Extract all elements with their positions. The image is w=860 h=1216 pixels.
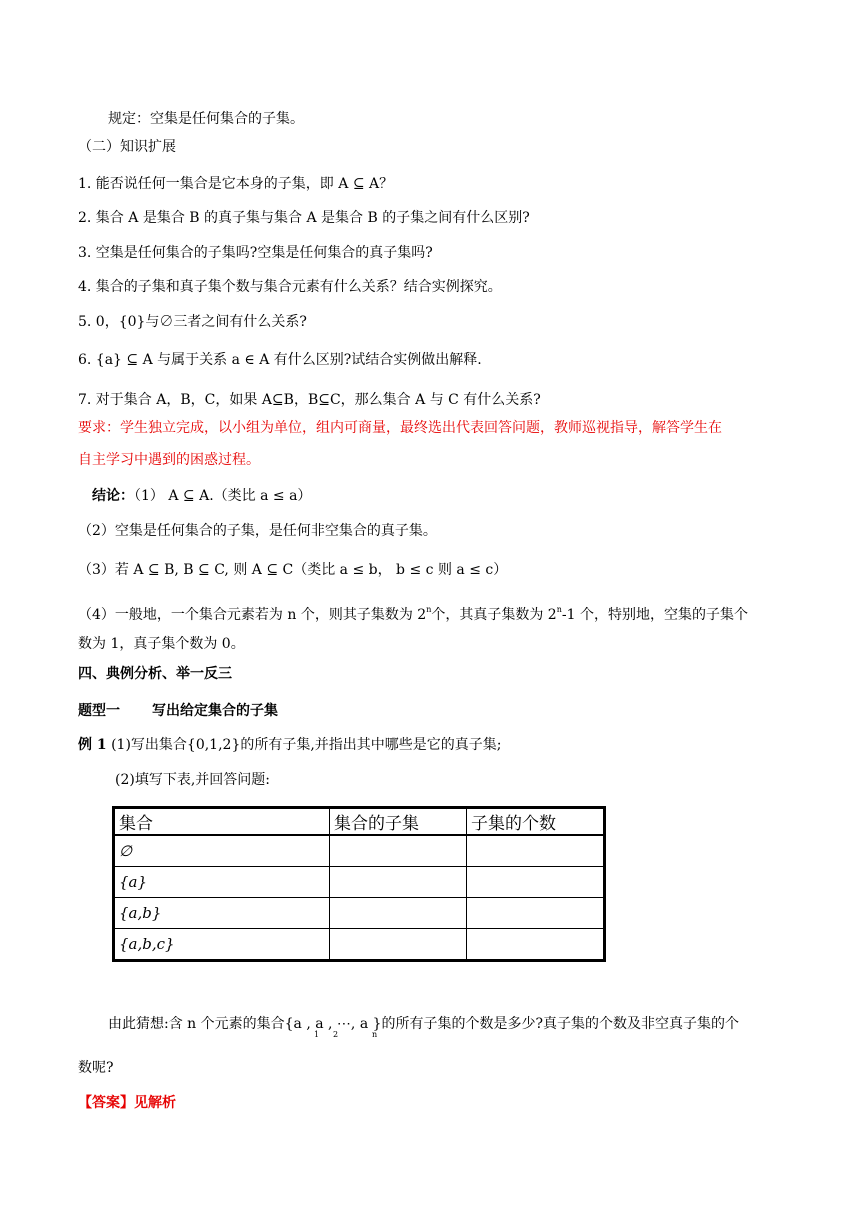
type-1-label: 题型一 <box>78 703 120 719</box>
conclusion-4-part-b: 个，其真子集数为 2 <box>431 607 557 623</box>
table-cell-count[interactable] <box>467 898 605 929</box>
guess-line-1: 由此猜想:含 n 个元素的集合{a , a , ⋯, a }的所有子集的个数是多少?真子集的个数及非空真子集的个 <box>108 1016 740 1032</box>
table-row <box>114 835 605 867</box>
subsets-table <box>112 806 606 962</box>
conclusion-label: 结论： <box>92 488 134 504</box>
table-header-cell: 子集的个数 <box>467 808 605 836</box>
answer-label: 【答案】见解析 <box>78 1095 176 1111</box>
question-6: 6. {a} ⊆ A 与属于关系 a ∈ A 有什么区别?试结合实例做出解释. <box>78 352 482 368</box>
conclusion-3: （3）若 A ⊆ B, B ⊆ C, 则 A ⊆ C（类比 a ≤ b， b ≤ c 则 a ≤ c） <box>78 562 508 578</box>
rule-line: 规定：空集是任何集合的子集。 <box>108 111 304 127</box>
superscript-n: n <box>556 605 562 614</box>
guess-subscript-2: 2 <box>333 1030 339 1039</box>
conclusion-1 <box>92 486 311 506</box>
table-cell-set: {a} <box>114 867 330 898</box>
table-header-row <box>114 808 605 836</box>
table-cell-count[interactable] <box>467 867 605 898</box>
guess-line-2: 数呢? <box>78 1060 114 1076</box>
question-2: 2. 集合 A 是集合 B 的真子集与集合 A 是集合 B 的子集之间有什么区别? <box>78 210 530 226</box>
table-cell-count[interactable] <box>467 835 605 867</box>
table-row <box>114 929 605 961</box>
superscript-n: n <box>426 605 432 614</box>
conclusion-4 <box>78 600 748 625</box>
example-1-part-2: (2)填写下表,并回答问题: <box>115 772 270 788</box>
type-1-title: 写出给定集合的子集 <box>152 703 278 719</box>
table-cell-count[interactable] <box>467 929 605 961</box>
conclusion-1-text: （1） A ⊆ A.（类比 a ≤ a） <box>134 488 312 504</box>
question-3: 3. 空集是任何集合的子集吗?空集是任何集合的真子集吗? <box>78 245 433 261</box>
example-1-label: 例 1 <box>78 737 107 753</box>
guess-subscript-1: 1 <box>314 1030 320 1039</box>
section-examples-heading: 四、典例分析、举一反三 <box>78 666 232 682</box>
guess-subscript-n: n <box>372 1030 378 1039</box>
table-cell-subsets[interactable] <box>330 929 467 961</box>
section-knowledge-extension: （二）知识扩展 <box>78 139 176 155</box>
type-1-heading <box>78 701 278 721</box>
question-5: 5. 0，{0}与∅三者之间有什么关系? <box>78 314 307 330</box>
table-header-cell: 集合的子集 <box>330 808 467 836</box>
conclusion-4-part-a: （4）一般地，一个集合元素若为 n 个，则其子集数为 2 <box>78 607 427 623</box>
conclusion-4-part-c: -1 个，特别地，空集的子集个 <box>561 607 748 623</box>
table-cell-set: {a,b,c} <box>114 929 330 961</box>
question-1: 1. 能否说任何一集合是它本身的子集，即 A ⊆ A？ <box>78 176 394 192</box>
table-cell-subsets[interactable] <box>330 867 467 898</box>
table-header-cell: 集合 <box>114 808 330 836</box>
question-4: 4. 集合的子集和真子集个数与集合元素有什么关系？结合实例探究。 <box>78 279 502 295</box>
conclusion-4-continued: 数为 1，真子集个数为 0。 <box>78 636 245 652</box>
table-cell-set: {a,b} <box>114 898 330 929</box>
table-row <box>114 867 605 898</box>
conclusion-2: （2）空集是任何集合的子集，是任何非空集合的真子集。 <box>78 523 437 539</box>
table-cell-set: ∅ <box>114 835 330 867</box>
table-row <box>114 898 605 929</box>
table-cell-subsets[interactable] <box>330 835 467 867</box>
requirement-line-1: 要求：学生独立完成，以小组为单位，组内可商量，最终选出代表回答问题，教师巡视指导，解答学生在 <box>78 420 722 436</box>
table-cell-subsets[interactable] <box>330 898 467 929</box>
example-1-part-1 <box>78 735 502 755</box>
requirement-line-2: 自主学习中遇到的困惑过程。 <box>78 452 260 468</box>
question-7: 7. 对于集合 A，B，C，如果 A⊆B，B⊆C，那么集合 A 与 C 有什么关系? <box>78 392 541 408</box>
example-1-text: (1)写出集合{0,1,2}的所有子集,并指出其中哪些是它的真子集; <box>111 737 502 753</box>
